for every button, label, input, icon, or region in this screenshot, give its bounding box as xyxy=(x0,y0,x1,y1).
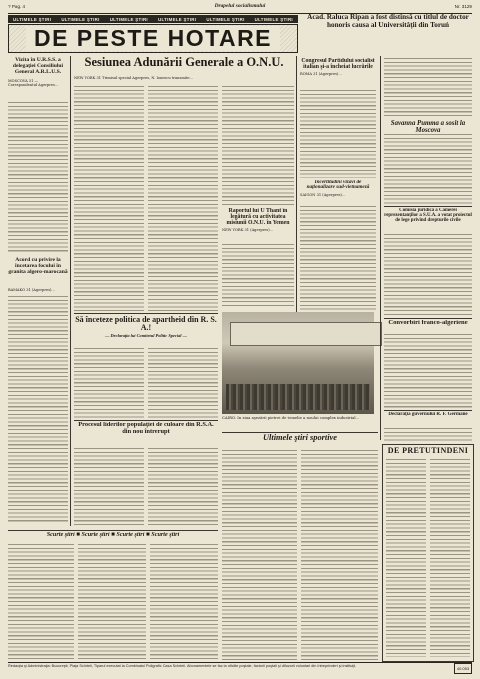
article-proces xyxy=(74,422,218,446)
article-sesiunea-head xyxy=(74,56,294,74)
divider xyxy=(222,432,378,433)
article-body xyxy=(384,334,472,408)
page-label: ? Pag. 4 xyxy=(8,4,26,9)
masthead xyxy=(8,24,298,53)
article-body xyxy=(74,86,144,311)
article-body xyxy=(430,459,470,657)
strip-item: ULTIMELE ŞTIRI xyxy=(254,16,293,22)
divider xyxy=(74,420,218,421)
article-lead: ROMA 31 (Agerpres)... xyxy=(300,72,342,77)
article-u-thant xyxy=(222,208,294,308)
section-title: DE PRETUTINDENI xyxy=(387,446,469,455)
article-lead: NEW YORK 31 Trimisul special Agerpres, N. Ionescu transmite... xyxy=(74,76,193,80)
divider xyxy=(384,206,472,207)
article-title: Vizita în U.R.S.S. a delegaţiei Consiliului General A.R.L.U.S. xyxy=(12,57,64,75)
article-body xyxy=(384,234,472,316)
article-body xyxy=(384,134,472,204)
masthead-title: DE PESTE HOTARE xyxy=(26,26,280,51)
article-title: Savanna Pumma a sosit la Moscova xyxy=(390,120,466,132)
article-title: Acad. Raluca Ripan a fost distinsă cu titlul de doctor honoris causa al Universităţii din Toruń xyxy=(307,14,469,29)
column-divider xyxy=(296,56,297,312)
article-body xyxy=(148,348,218,418)
article-body xyxy=(300,206,376,310)
article-lead: MOSCOVA 31 — Corespondentul Agerpres... xyxy=(8,78,59,87)
article-body xyxy=(8,544,74,660)
article-body xyxy=(74,448,144,528)
divider xyxy=(8,530,218,531)
article-ripan xyxy=(304,14,472,54)
footer-code: 40.053 xyxy=(454,663,472,674)
column-1 xyxy=(8,56,68,526)
section-banner xyxy=(8,15,298,51)
column-divider xyxy=(380,56,381,440)
section-title: Scurte ştiri ■ Scurte ştiri ■ Scurte ştiri ■ Scurte ştiri xyxy=(46,532,180,538)
article-body xyxy=(74,348,144,418)
article-body xyxy=(8,296,68,524)
section-scurte xyxy=(8,532,218,542)
strip-item: ULTIMELE ŞTIRI xyxy=(13,16,52,22)
photo-building xyxy=(230,322,382,346)
article-body xyxy=(148,86,218,311)
article-title: Congresul Partidului socialist italian şi-a încheiat lucrările xyxy=(301,58,375,71)
article-apartheid xyxy=(74,316,218,346)
article-title: Procesul liderilor populaţiei de culoare din R.S.A. din nou întrerupt xyxy=(78,422,214,435)
photo-caption: CAIRO. În ziua aşezării pietrei de temelie a noului complex industrial... xyxy=(222,416,360,420)
strip-item: ULTIMELE ŞTIRI xyxy=(206,16,245,22)
article-title: Declaraţia guvernului R. F. Germane xyxy=(388,412,468,417)
article-body xyxy=(222,86,294,206)
article-title: Incertitudini vizavi de naţionalizare sud-vietnameză xyxy=(306,180,370,191)
photo-crowd xyxy=(226,384,370,410)
article-title: Să înceteze politica de apartheid din R. S. A.! xyxy=(75,316,217,333)
section-sport xyxy=(222,434,378,448)
strip-item: ULTIMELE ŞTIRI xyxy=(158,16,197,22)
paper-name: Drapelul socialismului xyxy=(214,3,266,9)
page-header xyxy=(8,3,472,13)
article-title: Convorbiri franco-algeriene xyxy=(388,320,468,326)
strip-item: ULTIMELE ŞTIRI xyxy=(61,16,100,22)
section-title: Ultimele ştiri sportive xyxy=(263,434,337,442)
article-savanna xyxy=(384,120,472,132)
article-body xyxy=(301,450,378,660)
strip-item: ULTIMELE ŞTIRI xyxy=(109,16,148,22)
article-congres xyxy=(300,58,376,178)
article-body xyxy=(384,58,472,118)
article-body xyxy=(222,244,294,308)
banner-strip xyxy=(8,15,298,23)
article-body xyxy=(384,428,472,442)
article-comisia xyxy=(384,208,472,232)
column-divider xyxy=(70,56,71,526)
article-lead: BAMAKO 31 (Agerpres)... xyxy=(8,288,55,292)
photo-caption-box xyxy=(222,416,374,430)
article-title: Raportul lui U Thant în legătură cu activitatea misiunii O.N.U. în Yemen xyxy=(226,208,290,227)
article-bonn xyxy=(384,412,472,426)
article-body xyxy=(78,544,146,660)
article-lead: SAIGON 31 (Agerpres)... xyxy=(300,192,346,197)
article-title: Comisia juridică a Camerei reprezentanţilor a S.U.A. a votat proiectul de lege privind drepturile civile xyxy=(384,208,472,224)
article-subtitle: — Declaraţia lui Comitetul Politic Special — xyxy=(105,332,187,338)
divider xyxy=(384,318,472,319)
article-body xyxy=(148,448,218,528)
article-body xyxy=(300,90,376,178)
article-sesiunea-lead xyxy=(74,76,294,86)
article-body xyxy=(386,459,426,657)
news-photo xyxy=(222,312,374,414)
issue-number: Nr. 3129 xyxy=(454,4,472,9)
article-title: Sesiunea Adunării Generale a O.N.U. xyxy=(84,56,284,69)
article-title: Acord cu privire la încetarea focului în granita algero-marocană xyxy=(8,257,68,275)
article-body xyxy=(8,102,68,252)
article-convorbiri xyxy=(384,320,472,332)
footer-imprint: Redacţia şi Administraţia: Bucureşti, Piaţa Scînteii, Tiparul executat la Combinatul Poligrafic Casa Scînteii. Abonamentele se fac la oficiile poştale, factorii poştali şi difuzorii voluntari din întreprinderi şi instituţii. xyxy=(8,664,357,668)
article-incertitudini xyxy=(300,180,376,310)
section-pretutindeni xyxy=(382,444,474,662)
divider xyxy=(74,313,218,314)
article-lead: NEW YORK 31 (Agerpres)... xyxy=(222,228,274,233)
footer-rule xyxy=(8,662,472,663)
article-body xyxy=(150,544,218,660)
article-body xyxy=(222,450,297,660)
divider xyxy=(384,410,472,411)
